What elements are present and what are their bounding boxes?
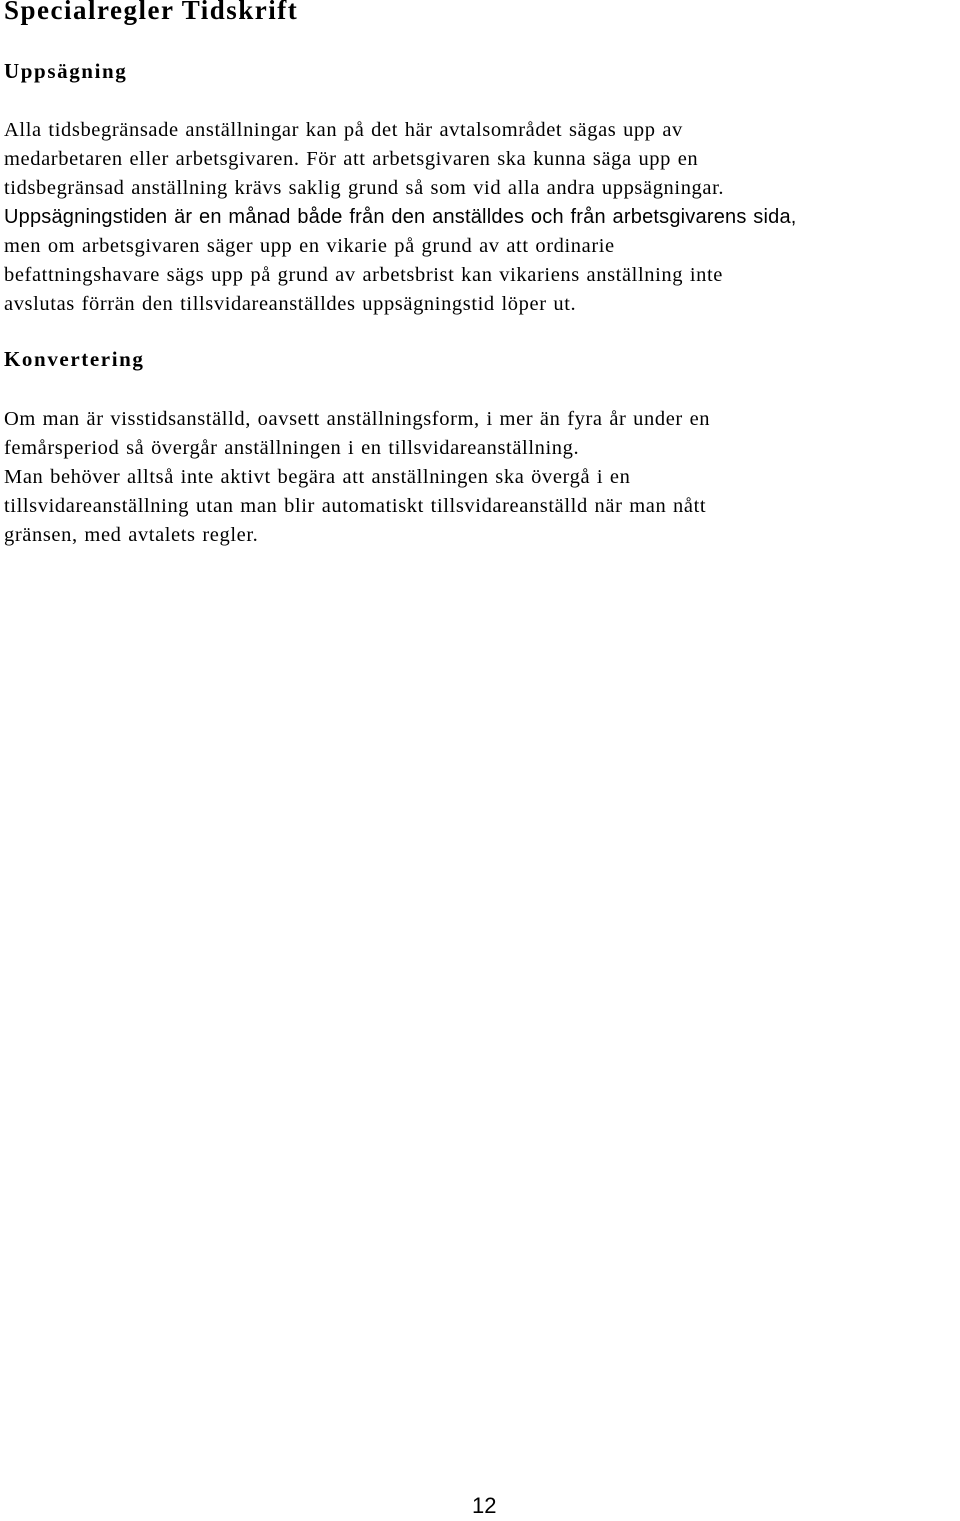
- section-heading-konvertering: Konvertering: [4, 347, 145, 371]
- body-line: Uppsägningstiden är en månad både från den anställdes och från arbetsgivarens sida,: [4, 206, 797, 228]
- section-body-uppsagning: [4, 116, 960, 319]
- document-title: Specialregler Tidskrift: [4, 0, 299, 25]
- body-line: avslutas förrän den tillsvidareanställdes uppsägningstid löper ut.: [4, 293, 577, 315]
- body-line: Man behöver alltså inte aktivt begära att anställningen ska övergå i en: [4, 466, 631, 488]
- body-line: Om man är visstidsanställd, oavsett anställningsform, i mer än fyra år under en: [4, 408, 711, 430]
- body-line: tillsvidareanställning utan man blir automatiskt tillsvidareanställd när man nått: [4, 495, 707, 517]
- page-number: 12: [472, 1493, 497, 1518]
- section-body-konvertering: [4, 405, 960, 550]
- body-line: femårsperiod så övergår anställningen i en tillsvidareanställning.: [4, 437, 580, 459]
- body-line: medarbetaren eller arbetsgivaren. För att arbetsgivaren ska kunna säga upp en: [4, 148, 699, 170]
- body-line: tidsbegränsad anställning krävs saklig grund så som vid alla andra uppsägningar.: [4, 177, 725, 199]
- body-line: gränsen, med avtalets regler.: [4, 524, 259, 546]
- body-line: men om arbetsgivaren säger upp en vikarie på grund av att ordinarie: [4, 235, 615, 257]
- body-line: Alla tidsbegränsade anställningar kan på det här avtalsområdet sägas upp av: [4, 119, 683, 141]
- body-line: befattningshavare sägs upp på grund av arbetsbrist kan vikariens anställning inte: [4, 264, 723, 286]
- section-heading-uppsagning: Uppsägning: [4, 59, 128, 83]
